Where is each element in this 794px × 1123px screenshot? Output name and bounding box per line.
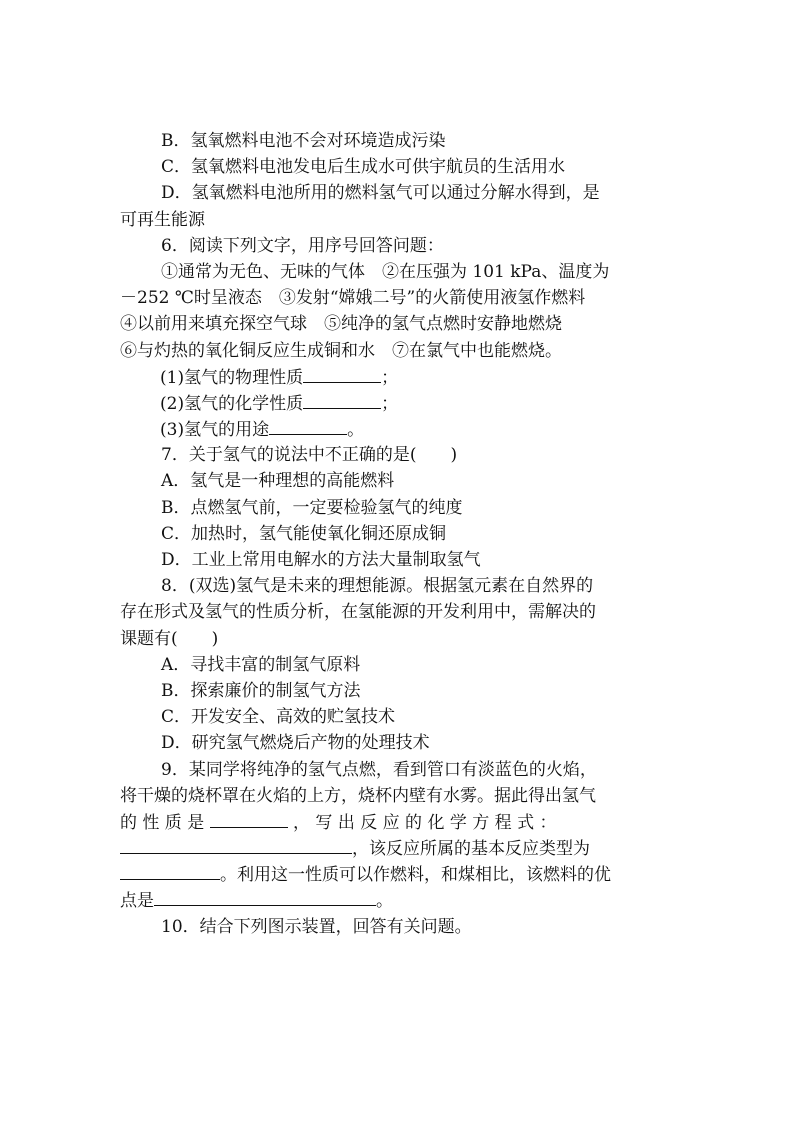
q9-line2: 将干燥的烧杯罩在火焰的上方，烧杯内壁有水雾。据此得出氢气 [120,785,596,806]
q9-line1: 9．某同学将纯净的氢气点燃，看到管口有淡蓝色的火焰， [161,759,597,780]
q9-equation-blank[interactable] [120,835,352,854]
q9-advantage-blank[interactable] [154,887,376,906]
q5-option-b: B．氢氧燃料电池不会对环境造成污染 [161,131,446,151]
q6-sub1-label: (1)氢气的物理性质 [160,367,304,388]
q8-option-d: D．研究氢气燃烧后产物的处理技术 [161,733,430,754]
q9-line3-b: ， 写 出 反 应 的 化 学 方 程 式 ： [293,812,557,833]
q6-sub3-blank[interactable] [269,416,347,435]
q9-property-blank[interactable] [210,809,288,828]
q6-sub3-label: (3)氢气的用途 [160,420,270,441]
q6-sub2 [120,390,676,416]
q6-stem: 6．阅读下列文字，用序号回答问题： [161,235,444,256]
q8-stem-line2: 存在形式及氢气的性质分析，在氢能源的开发利用中，需解决的 [120,602,596,623]
q9-line4-end: ，该反应所属的基本反应类型为 [352,839,590,860]
q6-text-line4: ⑥与灼热的氧化铜反应生成铜和水 ⑦在氯气中也能燃烧。 [120,340,562,361]
q8-stem-line3: 课题有( ) [120,628,219,649]
q7-option-a: A．氢气是一种理想的高能燃料 [161,471,395,492]
q7-option-c: C．加热时，氢气能使氧化铜还原成铜 [161,523,447,544]
q7-option-d: D．工业上常用电解水的方法大量制取氢气 [161,550,481,570]
q6-text-line1: ①通常为无色、无味的气体 ②在压强为 101 kPa、温度为 [161,261,610,282]
q6-text-line2: －252 ℃时呈液态 ③发射“嫦娥二号”的火箭使用液氢作燃料 [120,288,586,309]
q9-line5-end: 。利用这一性质可以作燃料，和煤相比，该燃料的优 [220,865,611,886]
q6-sub2-blank[interactable] [303,390,381,409]
q6-sub3 [120,416,676,442]
q7-option-b: B．点燃氢气前，一定要检验氢气的纯度 [161,497,463,518]
q6-sub2-label: (2)氢气的化学性质 [160,393,304,414]
q6-sub2-end: ； [381,393,399,414]
q8-option-c: C．开发安全、高效的贮氢技术 [161,707,396,728]
q9-line4 [120,835,676,861]
q6-sub1 [120,364,676,390]
q6-sub3-end: 。 [347,420,365,441]
q9-line6-end: 。 [376,891,393,912]
question-content [120,128,676,940]
q8-stem-line1: 8．(双选)氢气是未来的理想能源。根据氢元素在自然界的 [161,576,594,597]
q9-reaction-type-blank[interactable] [120,861,220,880]
q9-line6-a: 点是 [120,891,154,912]
q10-stem: 10．结合下列图示装置，回答有关问题。 [161,916,472,937]
q6-text-line3: ④以前用来填充探空气球 ⑤纯净的氢气点燃时安静地燃烧 [120,314,562,335]
q9-line3-a: 的 性 质 是 [120,812,205,833]
q6-sub1-blank[interactable] [303,364,381,383]
q7-stem: 7．关于氢气的说法中不正确的是( ) [161,445,458,466]
q5-option-d-line1: D．氢氧燃料电池所用的燃料氢气可以通过分解水得到，是 [161,183,600,204]
q5-option-d-line2: 可再生能源 [120,209,205,230]
q8-option-a: A．寻找丰富的制氢气原料 [161,654,361,675]
q9-line5 [120,861,676,887]
q9-line6 [120,887,676,913]
q8-option-b: B．探索廉价的制氢气方法 [161,680,361,701]
q9-line3 [120,809,676,835]
q6-sub1-end: ； [381,367,399,388]
q5-option-c: C．氢氧燃料电池发电后生成水可供宇航员的生活用水 [161,157,566,178]
